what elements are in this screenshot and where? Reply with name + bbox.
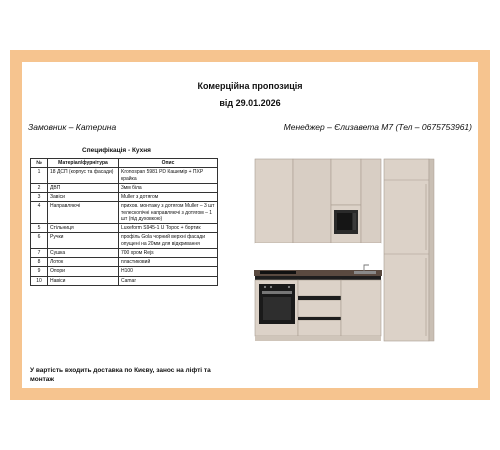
spec-row-description: 3мм біла — [119, 183, 218, 192]
col-material: Матеріал/фурнітура — [48, 159, 119, 168]
spec-row — [31, 276, 218, 285]
spec-row — [31, 168, 218, 184]
spec-row-description: Kronospan 5981 PD Кашемір + ПХР крайка — [119, 168, 218, 184]
document-frame — [10, 50, 490, 400]
upper-cabinet-center-left — [293, 159, 331, 243]
cooktop-icon — [260, 271, 296, 274]
drawer-top — [298, 280, 341, 296]
drawer-middle — [298, 300, 341, 317]
document-title: Комерційна пропозиція — [197, 81, 303, 91]
spec-row-description: прихов. монтажу з дотягом Muller – 3 шт телескопічні направляючі з дотягом – 1 шт (під духовкою) — [119, 202, 218, 224]
spec-row-description: 700 хром Rejs — [119, 248, 218, 257]
spec-row — [31, 248, 218, 257]
upper-cabinet-above-microwave — [331, 159, 361, 205]
spec-row — [31, 258, 218, 267]
spec-row-number: 10 — [31, 276, 48, 285]
spec-row — [31, 193, 218, 202]
kitchen-illustration — [254, 154, 459, 349]
gola-profile — [255, 276, 381, 280]
spec-row-description: Luxeform S945-1 U Торос + бортик — [119, 224, 218, 233]
spec-row-material: Ручки — [48, 233, 119, 249]
plinth — [255, 336, 381, 341]
sink-cabinet — [341, 280, 381, 336]
spec-row-number: 4 — [31, 202, 48, 224]
spec-row-number: 3 — [31, 193, 48, 202]
spec-row — [31, 233, 218, 249]
spec-row-description: H100 — [119, 267, 218, 276]
spec-row-material: Стільниця — [48, 224, 119, 233]
spec-row-description: пластиковий — [119, 258, 218, 267]
spec-row-material: Навіси — [48, 276, 119, 285]
spec-row-material: Опори — [48, 267, 119, 276]
spec-row — [31, 267, 218, 276]
footer-note: У вартість входить доставка по Києву, занос на ліфті та монтаж — [30, 367, 211, 383]
spec-row-material: ДВП — [48, 183, 119, 192]
manager-contact: Менеджер – Єлизавета М7 (Тел – 0675753961) — [283, 122, 472, 132]
spec-body — [31, 168, 218, 286]
spec-row — [31, 202, 218, 224]
spec-row-description: Muller з дотягом — [119, 193, 218, 202]
spec-row-material: Сушка — [48, 248, 119, 257]
tall-cabinet — [384, 159, 429, 341]
spec-row-material: Направляючі — [48, 202, 119, 224]
spec-row — [31, 183, 218, 192]
spec-row-material: Завіси — [48, 193, 119, 202]
client-name: Замовник – Катерина — [28, 122, 117, 132]
document-date: від 29.01.2026 — [219, 98, 281, 108]
col-number: № — [31, 159, 48, 168]
backsplash — [255, 243, 381, 270]
spec-table — [30, 158, 218, 286]
spec-row-description: Camar — [119, 276, 218, 285]
spec-header-row — [31, 159, 218, 168]
spec-row-number: 5 — [31, 224, 48, 233]
spec-row-number: 1 — [31, 168, 48, 184]
spec-row-description: профіль Gola чорний верхні фасади опущені на 20мм для відкривання — [119, 233, 218, 249]
spec-title: Специфікація - Кухня — [82, 147, 151, 154]
upper-cabinet-left — [255, 159, 293, 243]
document-page — [22, 62, 478, 388]
col-description: Опис — [119, 159, 218, 168]
spec-row-number: 8 — [31, 258, 48, 267]
spec-row-material: Лоток — [48, 258, 119, 267]
sink-icon — [354, 271, 376, 274]
spec-row-number: 6 — [31, 233, 48, 249]
spec-row-material: 18 ДСП (корпус та фасади) — [48, 168, 119, 184]
spec-row-number: 2 — [31, 183, 48, 192]
spec-row — [31, 224, 218, 233]
drawer-bottom — [298, 320, 341, 336]
upper-cabinet-right — [361, 159, 381, 243]
spec-row-number: 9 — [31, 267, 48, 276]
side-panel — [429, 159, 434, 341]
spec-row-number: 7 — [31, 248, 48, 257]
